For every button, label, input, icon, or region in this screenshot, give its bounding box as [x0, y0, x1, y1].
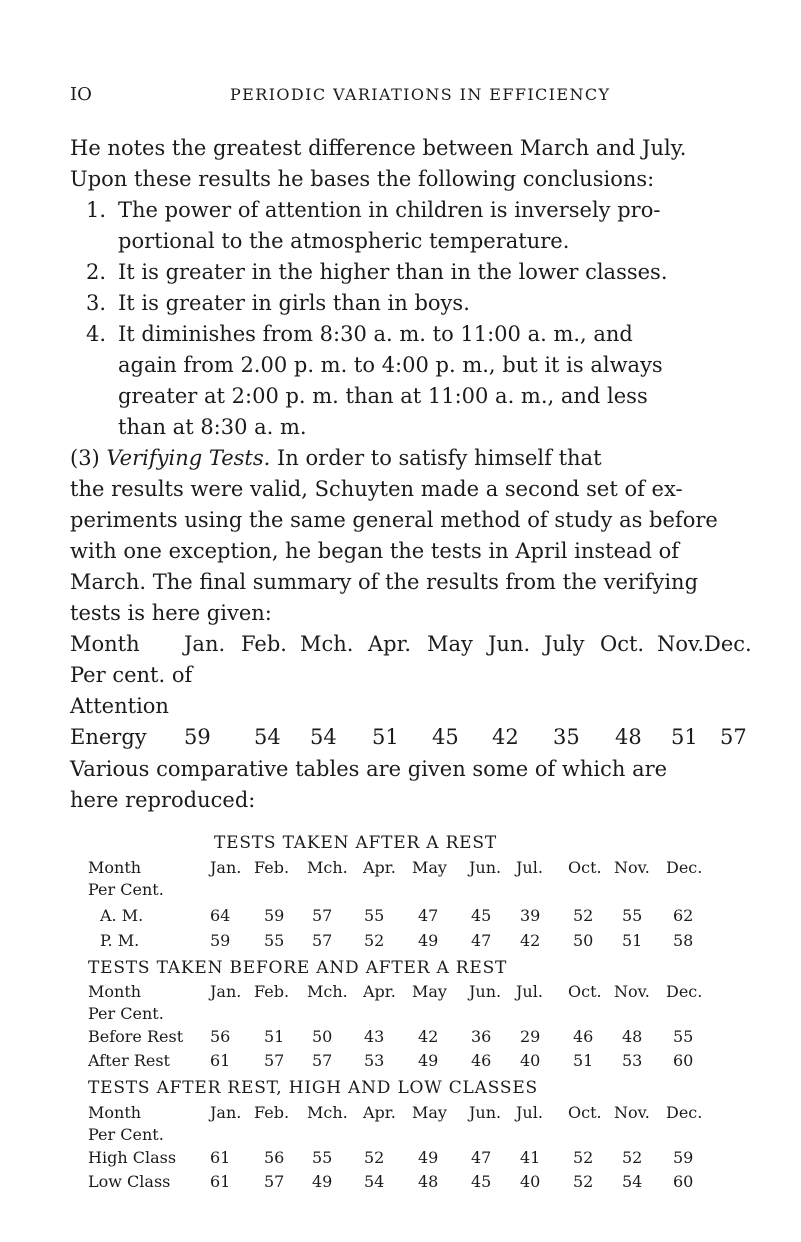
table-cell: 40	[520, 1051, 541, 1070]
table-cell: 58	[673, 931, 694, 950]
month-header: Jun.	[469, 1103, 502, 1122]
table-month-row	[88, 1103, 748, 1125]
month-header: Jan.	[184, 632, 226, 656]
table-cell: 49	[418, 1148, 439, 1167]
paragraph-line: Upon these results he bases the following conclusions:	[70, 167, 655, 191]
row-label: High Class	[88, 1148, 177, 1167]
table-cell: 49	[312, 1172, 333, 1191]
table-cell: 52	[573, 1148, 594, 1167]
month-header: Mch.	[307, 1103, 348, 1122]
table-cell: 36	[471, 1027, 492, 1046]
month-header: Nov.	[614, 858, 650, 877]
per-cent-label: Per Cent.	[88, 880, 164, 899]
table-cell: 50	[573, 931, 594, 950]
table-cell: 54	[364, 1172, 385, 1191]
month-label: Month	[88, 858, 142, 877]
month-header: Nov.	[614, 982, 650, 1001]
month-header: Feb.	[254, 982, 290, 1001]
running-title: PERIODIC VARIATIONS IN EFFICIENCY	[230, 85, 611, 104]
month-header: May	[412, 858, 447, 877]
list-item	[86, 260, 756, 284]
table-row	[88, 906, 748, 928]
month-header: Nov.	[657, 632, 705, 656]
table-cell: 53	[622, 1051, 643, 1070]
month-label: Month	[70, 632, 140, 656]
table-cell: 57	[264, 1051, 285, 1070]
list-item	[86, 198, 756, 222]
month-header: Jan.	[210, 1103, 242, 1122]
table-title: TESTS AFTER REST, HIGH AND LOW CLASSES	[88, 1078, 538, 1098]
table-row	[88, 1027, 748, 1049]
row-label-line: Per cent. of	[70, 663, 193, 687]
table-cell: 55	[622, 906, 643, 925]
table-cell: 45	[471, 906, 492, 925]
paragraph-line: tests is here given:	[70, 601, 272, 625]
table-cell: 52	[364, 931, 385, 950]
table-cell: 55	[312, 1148, 333, 1167]
row-label: P. M.	[100, 931, 140, 950]
list-text: than at 8:30 a. m.	[118, 415, 307, 439]
table-cell: 48	[622, 1027, 643, 1046]
table-cell: 42	[418, 1027, 439, 1046]
section-title: Verifying Tests.	[106, 446, 271, 470]
table-cell: 60	[673, 1172, 694, 1191]
month-header: Apr.	[363, 858, 396, 877]
month-header: May	[412, 1103, 447, 1122]
table-cell: 59	[673, 1148, 694, 1167]
month-header: Mch.	[300, 632, 354, 656]
paragraph-line: March. The final summary of the results from the verifying	[70, 570, 699, 594]
table-cell: 51	[264, 1027, 285, 1046]
table-cell: 46	[471, 1051, 492, 1070]
table-cell: 54	[254, 725, 281, 749]
month-header: Nov.	[614, 1103, 650, 1122]
table-cell: 49	[418, 1051, 439, 1070]
table-cell: 47	[471, 1148, 492, 1167]
table-cell: 40	[520, 1172, 541, 1191]
table-cell: 48	[418, 1172, 439, 1191]
row-label: Energy	[70, 725, 147, 749]
section-heading-line	[70, 446, 740, 470]
summary-value-row	[70, 725, 747, 753]
table-cell: 45	[471, 1172, 492, 1191]
table-cell: 42	[492, 725, 519, 749]
table-cell: 62	[673, 906, 694, 925]
paragraph-line: He notes the greatest difference between March and July.	[70, 136, 687, 160]
table-cell: 43	[364, 1027, 385, 1046]
table-cell: 57	[312, 906, 333, 925]
table-cell: 57	[312, 1051, 333, 1070]
table-cell: 54	[310, 725, 337, 749]
month-header: Dec.	[666, 982, 703, 1001]
table-row	[88, 1172, 748, 1194]
table-cell: 56	[210, 1027, 231, 1046]
list-text: greater at 2:00 p. m. than at 11:00 a. m., and less	[118, 384, 648, 408]
table-cell: 61	[210, 1172, 231, 1191]
table-cell: 57	[720, 725, 747, 749]
month-header: Oct.	[568, 982, 602, 1001]
table-cell: 51	[372, 725, 399, 749]
list-number: 1.	[86, 198, 107, 222]
table-cell: 59	[210, 931, 231, 950]
month-header: Jan.	[210, 982, 242, 1001]
table-cell: 52	[573, 906, 594, 925]
table-cell: 51	[622, 931, 643, 950]
paragraph-line: the results were valid, Schuyten made a second set of ex-	[70, 477, 683, 501]
page-number: IO	[70, 84, 92, 105]
table-cell: 56	[264, 1148, 285, 1167]
table-cell: 57	[264, 1172, 285, 1191]
list-number: 3.	[86, 291, 107, 315]
table-cell: 46	[573, 1027, 594, 1046]
month-header: May	[427, 632, 473, 656]
table-cell: 50	[312, 1027, 333, 1046]
table-cell: 61	[210, 1148, 231, 1167]
list-number: 4.	[86, 322, 107, 346]
table-cell: 55	[364, 906, 385, 925]
row-label: Before Rest	[88, 1027, 184, 1046]
summary-month-row	[70, 632, 752, 660]
month-header: Feb.	[254, 1103, 290, 1122]
table-cell: 51	[671, 725, 698, 749]
table-month-row	[88, 982, 748, 1004]
month-header: Dec.	[666, 1103, 703, 1122]
month-header: Jun.	[488, 632, 531, 656]
table-cell: 29	[520, 1027, 541, 1046]
table-cell: 59	[184, 725, 211, 749]
paragraph-line: with one exception, he began the tests in April instead of	[70, 539, 680, 563]
row-label: After Rest	[88, 1051, 170, 1070]
row-label-line: Attention	[70, 694, 169, 718]
table-cell: 49	[418, 931, 439, 950]
month-header: Dec.	[704, 632, 752, 656]
paragraph-line: Various comparative tables are given some of which are	[70, 757, 668, 781]
month-header: Mch.	[307, 982, 348, 1001]
table-cell: 48	[615, 725, 642, 749]
list-text: It is greater in girls than in boys.	[118, 291, 470, 315]
month-header: Oct.	[600, 632, 645, 656]
month-header: Mch.	[307, 858, 348, 877]
month-label: Month	[88, 1103, 142, 1122]
month-header: Jul.	[516, 858, 543, 877]
table-cell: 35	[553, 725, 580, 749]
table-title: TESTS TAKEN AFTER A REST	[214, 833, 497, 853]
list-item	[86, 291, 756, 315]
paragraph-line: here reproduced:	[70, 788, 256, 812]
month-header: Jul.	[516, 982, 543, 1001]
list-text: It is greater in the higher than in the lower classes.	[118, 260, 668, 284]
table-cell: 53	[364, 1051, 385, 1070]
table-cell: 64	[210, 906, 231, 925]
paragraph-text: In order to satisfy himself that	[277, 446, 602, 470]
table-cell: 52	[573, 1172, 594, 1191]
row-label: A. M.	[100, 906, 144, 925]
table-cell: 59	[264, 906, 285, 925]
month-header: Feb.	[241, 632, 287, 656]
month-header: Apr.	[368, 632, 412, 656]
list-text: The power of attention in children is inversely pro-	[118, 198, 661, 222]
table-cell: 41	[520, 1148, 541, 1167]
list-item	[86, 322, 756, 346]
table-row	[88, 931, 748, 953]
paragraph-line: periments using the same general method of study as before	[70, 508, 718, 532]
month-header: Dec.	[666, 858, 703, 877]
table-cell: 52	[364, 1148, 385, 1167]
table-cell: 47	[471, 931, 492, 950]
month-header: Jul.	[516, 1103, 543, 1122]
month-header: Jan.	[210, 858, 242, 877]
table-cell: 51	[573, 1051, 594, 1070]
section-number: (3)	[70, 446, 100, 470]
table-cell: 54	[622, 1172, 643, 1191]
per-cent-label: Per Cent.	[88, 1125, 164, 1144]
list-text: portional to the atmospheric temperature.	[118, 229, 570, 253]
month-header: May	[412, 982, 447, 1001]
table-cell: 45	[432, 725, 459, 749]
month-header: Jun.	[469, 982, 502, 1001]
row-label: Low Class	[88, 1172, 171, 1191]
list-text: again from 2.00 p. m. to 4:00 p. m., but it is always	[118, 353, 663, 377]
month-header: July	[544, 632, 585, 656]
month-header: Oct.	[568, 1103, 602, 1122]
table-cell: 39	[520, 906, 541, 925]
table-title: TESTS TAKEN BEFORE AND AFTER A REST	[88, 958, 508, 978]
month-header: Jun.	[469, 858, 502, 877]
page-header	[70, 84, 740, 108]
table-cell: 52	[622, 1148, 643, 1167]
table-cell: 42	[520, 931, 541, 950]
table-row	[88, 1051, 748, 1073]
table-cell: 55	[673, 1027, 694, 1046]
table-cell: 57	[312, 931, 333, 950]
month-label: Month	[88, 982, 142, 1001]
month-header: Apr.	[363, 1103, 396, 1122]
month-header: Apr.	[363, 982, 396, 1001]
list-number: 2.	[86, 260, 107, 284]
list-text: It diminishes from 8:30 a. m. to 11:00 a. m., and	[118, 322, 633, 346]
month-header: Feb.	[254, 858, 290, 877]
month-header: Oct.	[568, 858, 602, 877]
table-month-row	[88, 858, 748, 880]
table-cell: 47	[418, 906, 439, 925]
table-cell: 61	[210, 1051, 231, 1070]
table-cell: 55	[264, 931, 285, 950]
per-cent-label: Per Cent.	[88, 1004, 164, 1023]
table-cell: 60	[673, 1051, 694, 1070]
table-row	[88, 1148, 748, 1170]
